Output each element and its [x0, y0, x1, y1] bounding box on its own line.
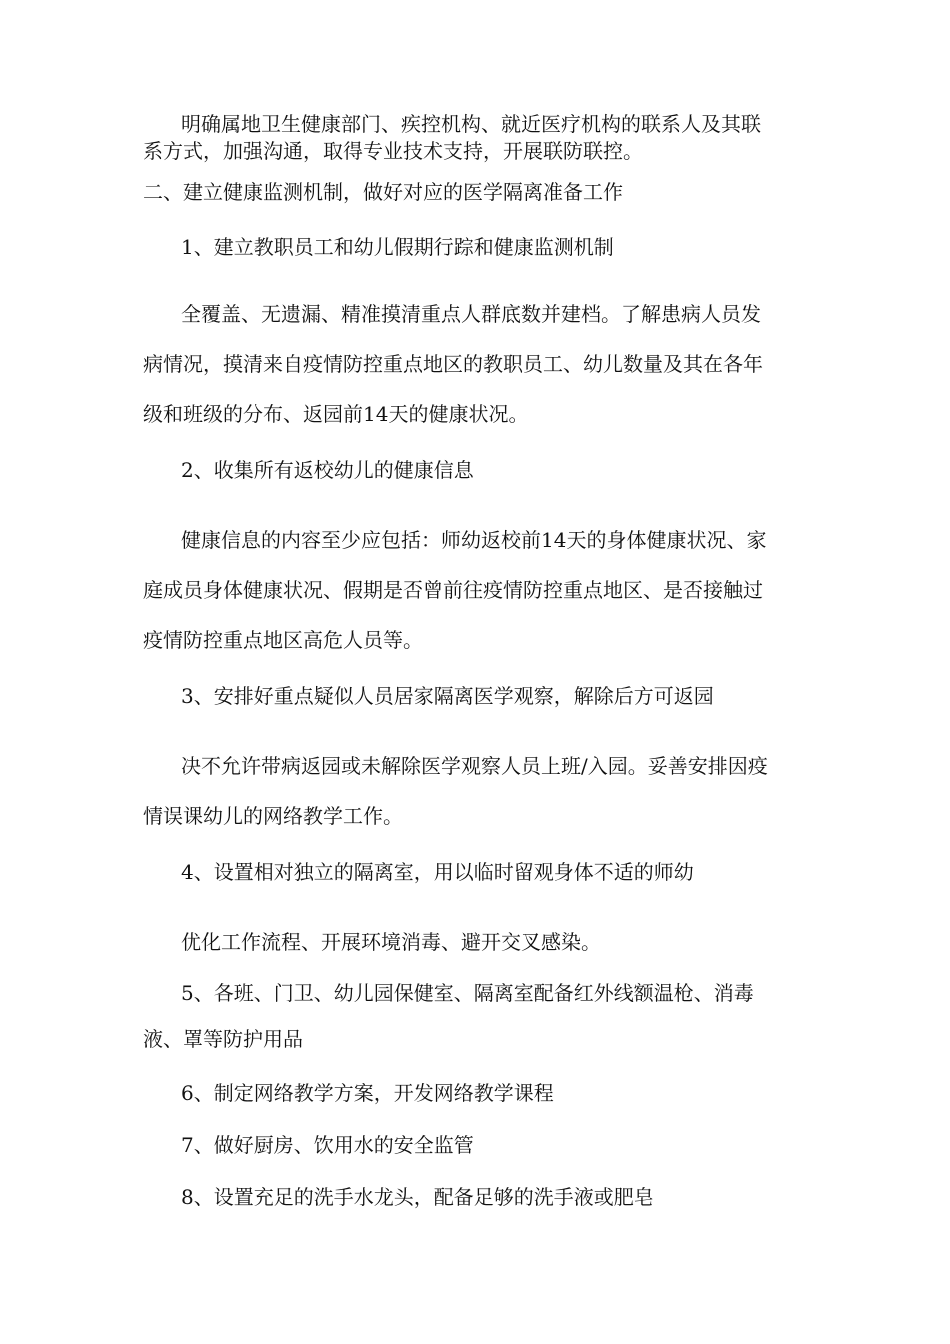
- subheading: 3、安排好重点疑似人员居家隔离医学观察，解除后方可返园: [181, 684, 714, 708]
- paragraph-line: 庭成员身体健康状况、假期是否曾前往疫情防控重点地区、是否接触过: [143, 578, 763, 602]
- paragraph-line: 明确属地卫生健康部门、疾控机构、就近医疗机构的联系人及其联: [181, 112, 761, 136]
- paragraph-line: 决不允许带病返园或未解除医学观察人员上班/入园。妥善安排因疫: [181, 754, 768, 778]
- paragraph-line: 健康信息的内容至少应包括：师幼返校前14天的身体健康状况、家: [181, 528, 767, 552]
- paragraph-line: 优化工作流程、开展环境消毒、避开交叉感染。: [181, 930, 601, 954]
- paragraph-line: 级和班级的分布、返园前14天的健康状况。: [143, 402, 529, 426]
- subheading: 5、各班、门卫、幼儿园保健室、隔离室配备红外线额温枪、消毒: [181, 981, 754, 1005]
- paragraph-line: 全覆盖、无遗漏、精准摸清重点人群底数并建档。了解患病人员发: [181, 302, 761, 326]
- subheading: 8、设置充足的洗手水龙头，配备足够的洗手液或肥皂: [181, 1185, 654, 1209]
- subheading: 2、收集所有返校幼儿的健康信息: [181, 458, 474, 482]
- subheading: 7、做好厨房、饮用水的安全监管: [181, 1133, 474, 1157]
- paragraph-line: 液、罩等防护用品: [143, 1027, 303, 1051]
- subheading: 1、建立教职员工和幼儿假期行踪和健康监测机制: [181, 235, 614, 259]
- subheading: 4、设置相对独立的隔离室，用以临时留观身体不适的师幼: [181, 860, 694, 884]
- section-heading: 二、建立健康监测机制，做好对应的医学隔离准备工作: [143, 180, 623, 204]
- paragraph-line: 病情况，摸清来自疫情防控重点地区的教职员工、幼儿数量及其在各年: [143, 352, 763, 376]
- paragraph-line: 系方式，加强沟通，取得专业技术支持，开展联防联控。: [143, 139, 643, 163]
- paragraph-line: 疫情防控重点地区高危人员等。: [143, 628, 423, 652]
- subheading: 6、制定网络教学方案，开发网络教学课程: [181, 1081, 554, 1105]
- paragraph-line: 情误课幼儿的网络教学工作。: [143, 804, 403, 828]
